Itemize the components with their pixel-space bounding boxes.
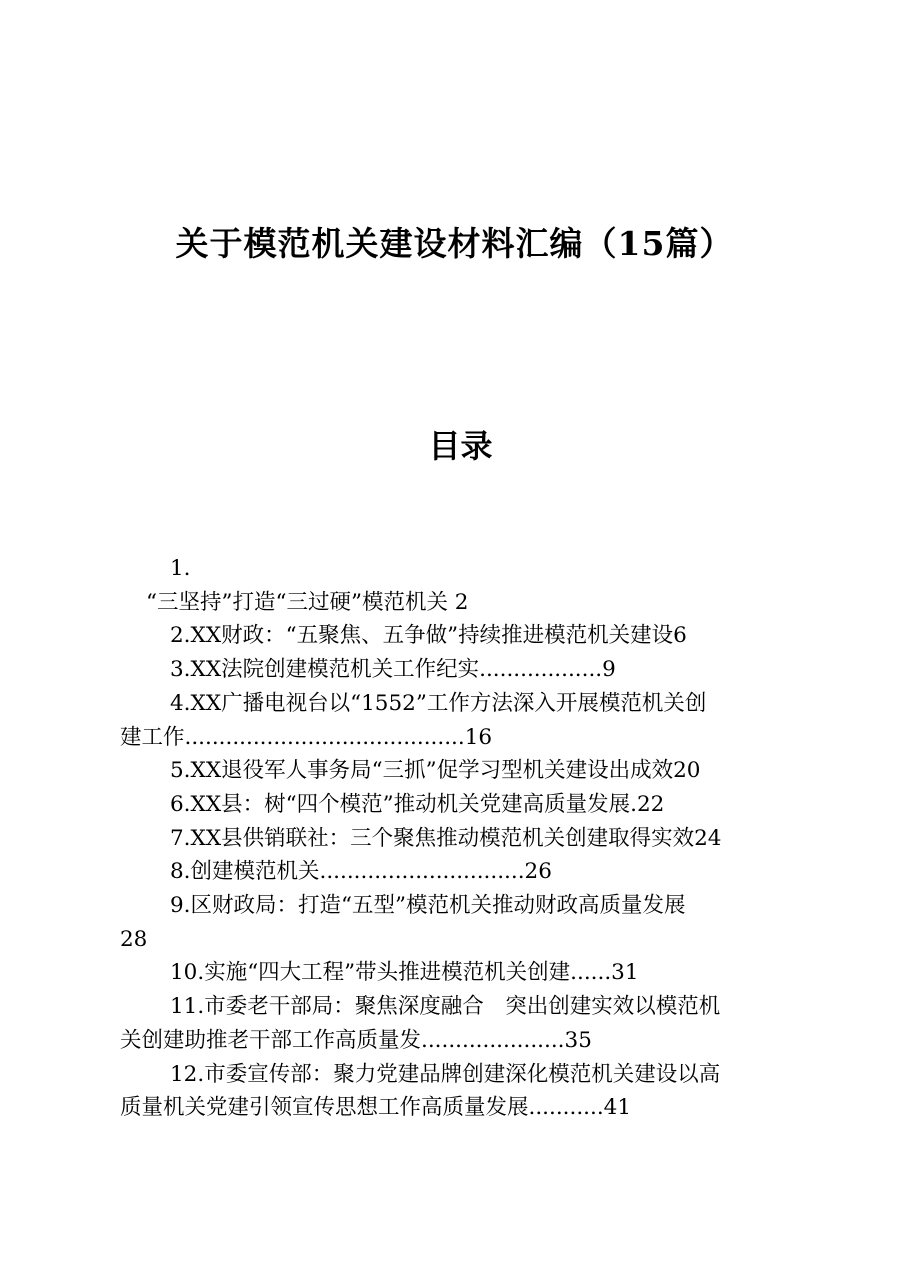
toc-line: 7.XX县供销联社：三个聚焦推动模范机关创建取得实效24 (170, 825, 722, 851)
toc-line: “三坚持”打造“三过硬”模范机关 2 (146, 589, 469, 615)
toc-entry (120, 788, 800, 822)
toc-entry (120, 855, 800, 889)
toc-entry (120, 1058, 800, 1125)
toc-line: 10.实施“四大工程”带头推进模范机关创建......31 (170, 960, 639, 986)
toc-line: 12.市委宣传部：聚力党建品牌创建深化模范机关建设以高 (170, 1061, 721, 1087)
table-of-contents (120, 552, 800, 1125)
toc-line: 6.XX县：树“四个模范”推动机关党建高质量发展.22 (170, 791, 665, 817)
toc-entry (120, 889, 800, 956)
toc-entry (120, 956, 800, 990)
toc-line: 1. (170, 556, 191, 581)
toc-line: 9.区财政局：打造“五型”模范机关推动财政高质量发展 (170, 893, 686, 919)
toc-entry (120, 653, 800, 687)
toc-line: 质量机关党建引领宣传思想工作高质量发展...........41 (120, 1095, 632, 1121)
toc-line: 建工作.........................................16 (120, 724, 493, 750)
toc-entry (120, 687, 800, 754)
toc-line: 2.XX财政：“五聚焦、五争做”持续推进模范机关建设6 (170, 623, 687, 649)
toc-entry (120, 754, 800, 788)
toc-line: 3.XX法院创建模范机关工作纪实..................9 (170, 657, 616, 683)
toc-entry (120, 990, 800, 1057)
toc-line: 5.XX退役军人事务局“三抓”促学习型机关建设出成效20 (170, 758, 701, 784)
toc-line: 4.XX广播电视台以“1552”工作方法深入开展模范机关创 (170, 690, 707, 716)
toc-heading: 目录 (428, 427, 493, 465)
toc-entry (120, 552, 800, 619)
toc-entry (120, 822, 800, 856)
toc-line: 8.创建模范机关..............................26 (170, 859, 552, 885)
toc-line: 11.市委老干部局：聚焦深度融合 突出创建实效以模范机 (170, 994, 721, 1020)
toc-entry (120, 619, 800, 653)
document-title: 关于模范机关建设材料汇编（15篇） (175, 224, 734, 263)
toc-line: 关创建助推老干部工作高质量发.....................35 (120, 1027, 592, 1053)
toc-line: 28 (120, 926, 148, 952)
